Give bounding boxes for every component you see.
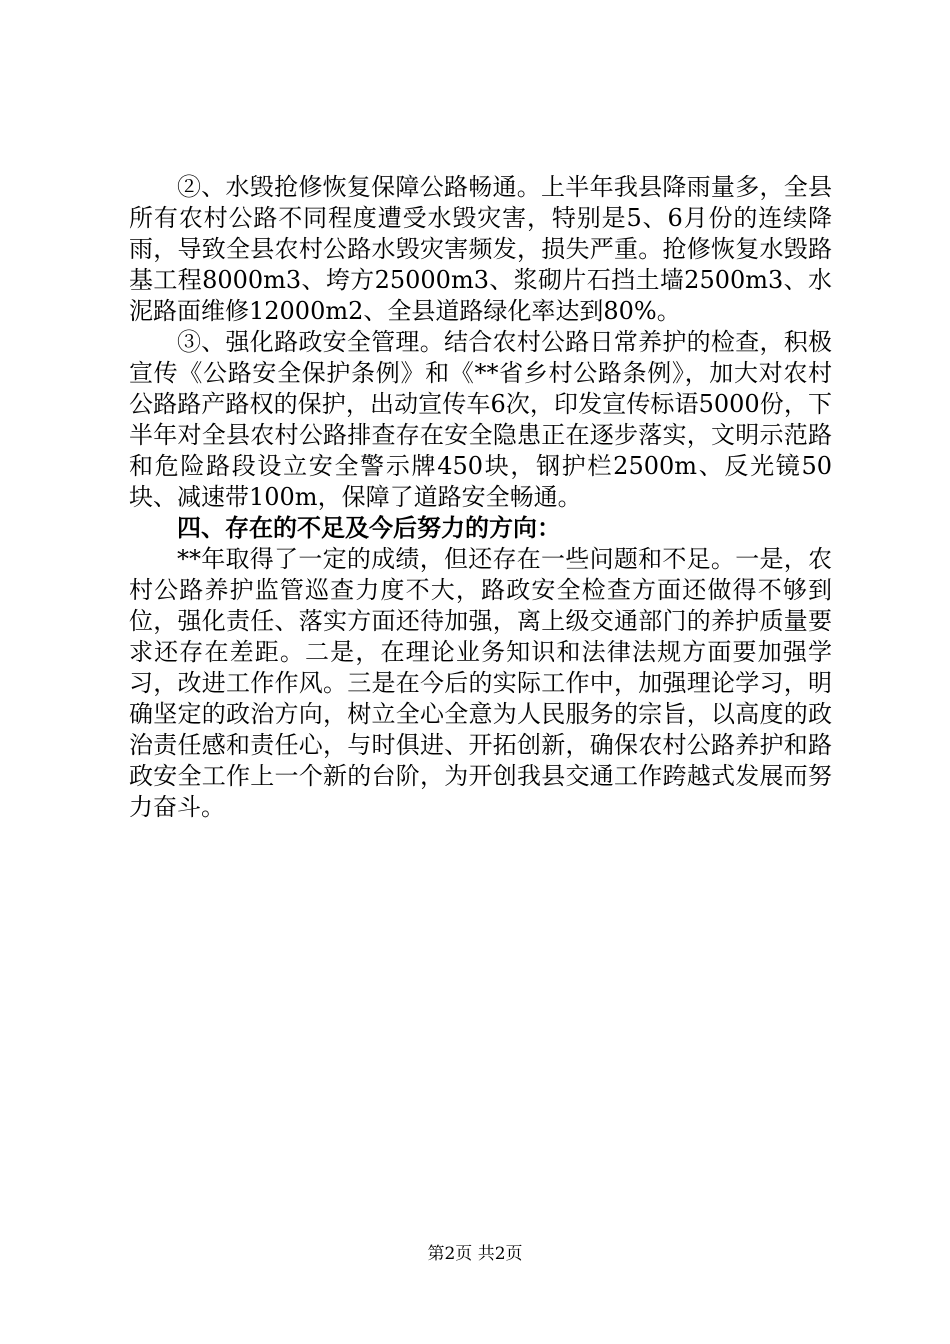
paragraph-road-safety: ③、强化路政安全管理。结合农村公路日常养护的检查，积极宣传《公路安全保护条例》和《**省乡村公路条例》，加大对农村公路路产路权的保护，出动宣传车6次，印发宣传标语5000份，下半年对全县农村公路排查存在安全隐患正在逐步落实，文明示范路和危险路段设立安全警示牌450块，钢护栏2500m、反光镜50块、减速带100m，保障了道路安全畅通。 (129, 328, 832, 511)
page-number-footer: 第2页 共2页 (427, 1244, 523, 1264)
paragraph-shortcomings: **年取得了一定的成绩，但还存在一些问题和不足。一是，农村公路养护监管巡查力度不大，路政安全检查方面还做得不够到位，强化责任、落实方面还待加强，离上级交通部门的养护质量要求还存在差距。二是，在理论业务知识和法律法规方面要加强学习，改进工作作风。三是在今后的实际工作中，加强理论学习，明确坚定的政治方向，树立全心全意为人民服务的宗旨，以高度的政治责任感和责任心，与时俱进、开拓创新，确保农村公路养护和路政安全工作上一个新的台阶，为开创我县交通工作跨越式发展而努力奋斗。 (129, 545, 832, 821)
section-heading-shortcomings: 四、存在的不足及今后努力的方向： (177, 514, 561, 542)
document-body (129, 172, 832, 823)
paragraph-flood-repair: ②、水毁抢修恢复保障公路畅通。上半年我县降雨量多，全县所有农村公路不同程度遭受水毁灾害，特别是5、6月份的连续降雨，导致全县农村公路水毁灾害频发，损失严重。抢修恢复水毁路基工程8000m3、垮方25000m3、浆砌片石挡土墙2500m3、水泥路面维修12000m2、全县道路绿化率达到80%。 (129, 173, 832, 325)
